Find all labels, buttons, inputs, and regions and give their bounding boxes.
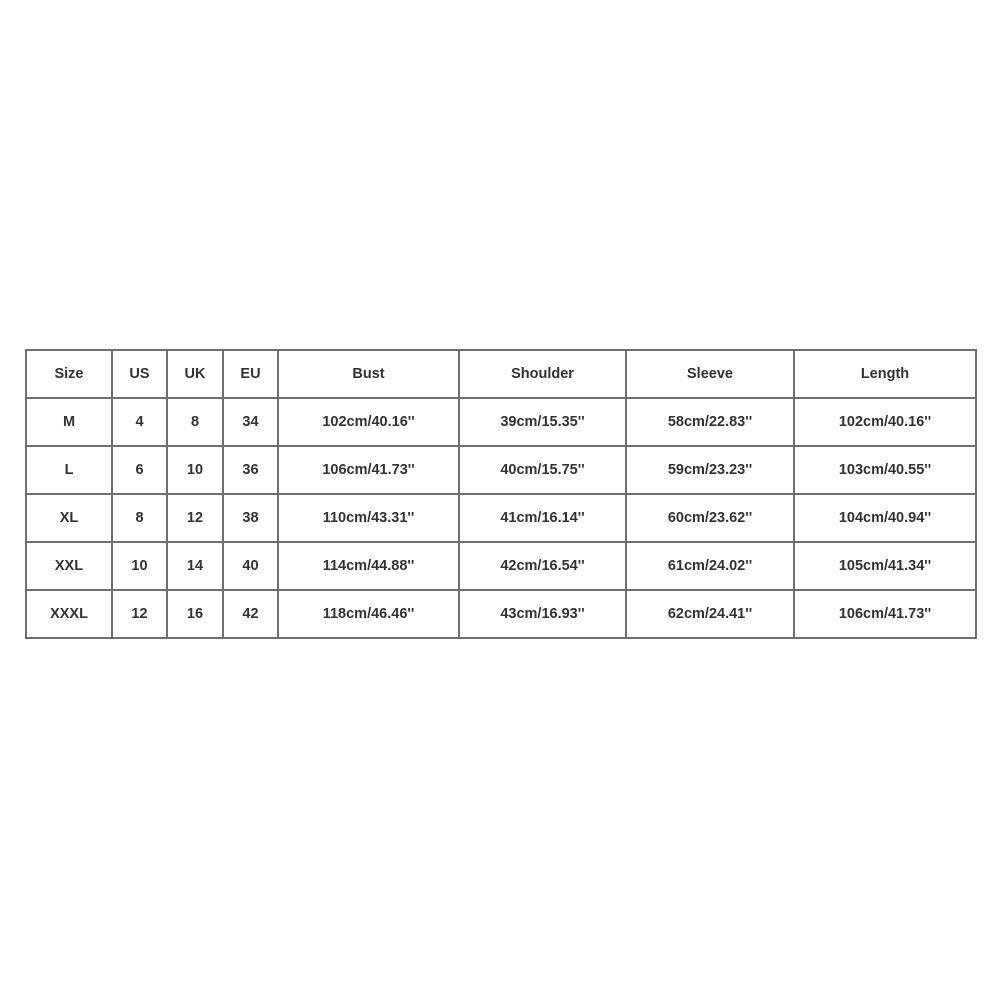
header-eu: EU bbox=[223, 350, 278, 398]
cell-shoulder: 40cm/15.75'' bbox=[459, 446, 626, 494]
cell-shoulder: 43cm/16.93'' bbox=[459, 590, 626, 638]
cell-eu: 36 bbox=[223, 446, 278, 494]
cell-length: 104cm/40.94'' bbox=[794, 494, 976, 542]
cell-eu: 42 bbox=[223, 590, 278, 638]
cell-us: 12 bbox=[112, 590, 167, 638]
cell-size: L bbox=[26, 446, 112, 494]
cell-sleeve: 59cm/23.23'' bbox=[626, 446, 794, 494]
cell-size: M bbox=[26, 398, 112, 446]
cell-sleeve: 58cm/22.83'' bbox=[626, 398, 794, 446]
cell-size: XXXL bbox=[26, 590, 112, 638]
cell-us: 4 bbox=[112, 398, 167, 446]
cell-eu: 38 bbox=[223, 494, 278, 542]
cell-sleeve: 62cm/24.41'' bbox=[626, 590, 794, 638]
cell-sleeve: 61cm/24.02'' bbox=[626, 542, 794, 590]
cell-length: 103cm/40.55'' bbox=[794, 446, 976, 494]
table-row bbox=[26, 446, 976, 494]
table-row bbox=[26, 494, 976, 542]
cell-length: 102cm/40.16'' bbox=[794, 398, 976, 446]
cell-eu: 34 bbox=[223, 398, 278, 446]
table-row bbox=[26, 398, 976, 446]
cell-shoulder: 42cm/16.54'' bbox=[459, 542, 626, 590]
cell-bust: 106cm/41.73'' bbox=[278, 446, 459, 494]
cell-shoulder: 39cm/15.35'' bbox=[459, 398, 626, 446]
header-bust: Bust bbox=[278, 350, 459, 398]
header-row bbox=[26, 350, 976, 398]
cell-length: 105cm/41.34'' bbox=[794, 542, 976, 590]
cell-size: XXL bbox=[26, 542, 112, 590]
table-row bbox=[26, 590, 976, 638]
cell-bust: 102cm/40.16'' bbox=[278, 398, 459, 446]
cell-eu: 40 bbox=[223, 542, 278, 590]
cell-sleeve: 60cm/23.62'' bbox=[626, 494, 794, 542]
cell-us: 8 bbox=[112, 494, 167, 542]
cell-uk: 8 bbox=[167, 398, 223, 446]
header-shoulder: Shoulder bbox=[459, 350, 626, 398]
header-sleeve: Sleeve bbox=[626, 350, 794, 398]
cell-us: 6 bbox=[112, 446, 167, 494]
cell-bust: 110cm/43.31'' bbox=[278, 494, 459, 542]
header-length: Length bbox=[794, 350, 976, 398]
cell-bust: 118cm/46.46'' bbox=[278, 590, 459, 638]
header-us: US bbox=[112, 350, 167, 398]
cell-us: 10 bbox=[112, 542, 167, 590]
cell-uk: 12 bbox=[167, 494, 223, 542]
size-chart-table bbox=[25, 349, 977, 639]
cell-length: 106cm/41.73'' bbox=[794, 590, 976, 638]
cell-shoulder: 41cm/16.14'' bbox=[459, 494, 626, 542]
cell-uk: 16 bbox=[167, 590, 223, 638]
cell-size: XL bbox=[26, 494, 112, 542]
cell-uk: 10 bbox=[167, 446, 223, 494]
header-size: Size bbox=[26, 350, 112, 398]
table-row bbox=[26, 542, 976, 590]
header-uk: UK bbox=[167, 350, 223, 398]
cell-uk: 14 bbox=[167, 542, 223, 590]
cell-bust: 114cm/44.88'' bbox=[278, 542, 459, 590]
